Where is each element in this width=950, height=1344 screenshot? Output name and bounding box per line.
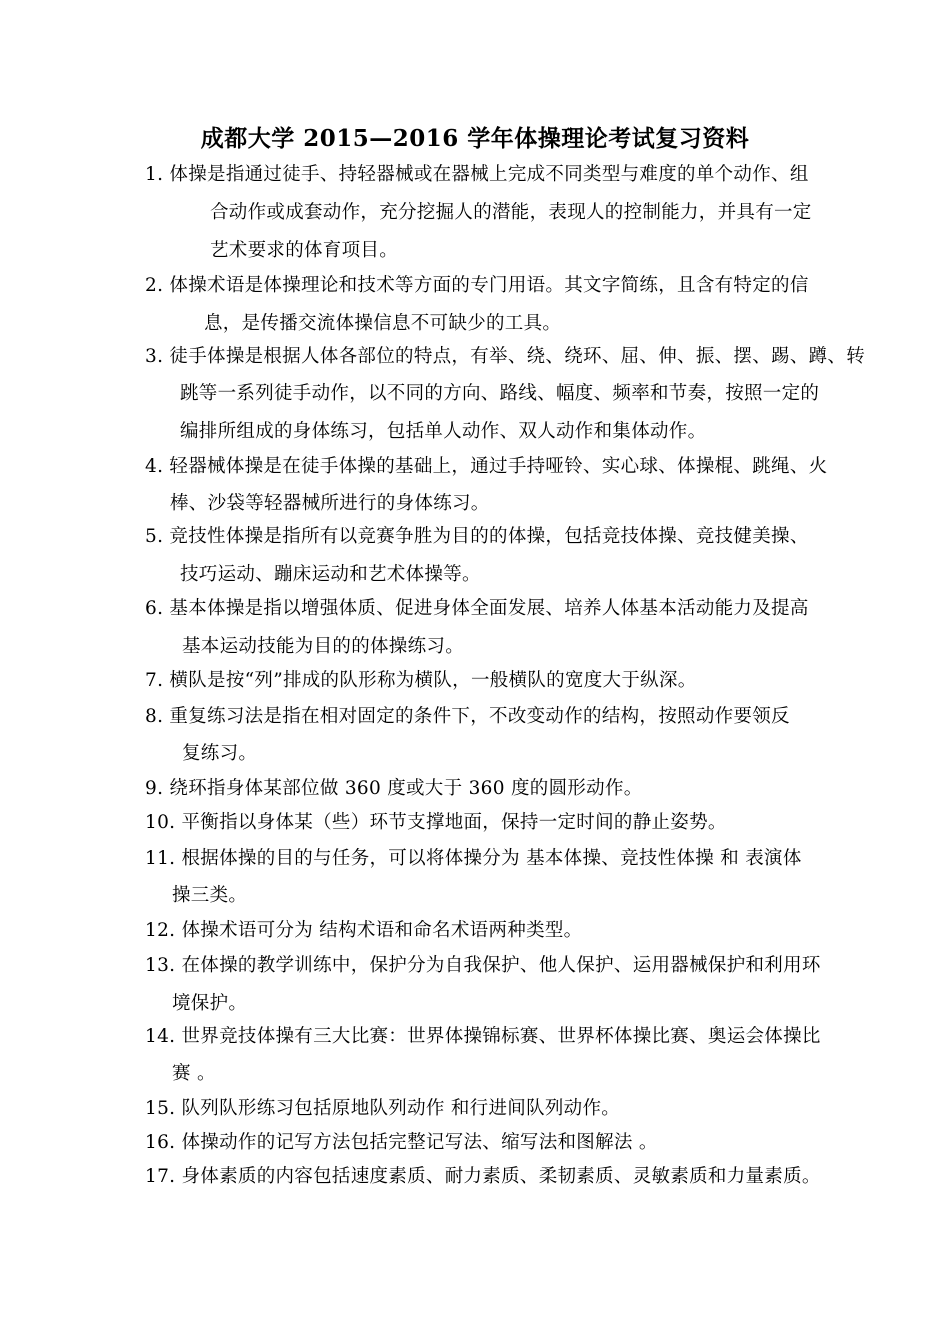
review-item-continuation: 棒、沙袋等轻器械所进行的身体练习。 [170,493,490,514]
review-item-line: 14. 世界竞技体操有三大比赛：世界体操锦标赛、世界杯体操比赛、奥运会体操比 [145,1026,821,1047]
review-item-line: 6. 基本体操是指以增强体质、促进身体全面发展、培养人体基本活动能力及提高 [145,598,809,619]
review-item-line: 13. 在体操的教学训练中，保护分为自我保护、他人保护、运用器械保护和利用环 [145,955,821,976]
review-item-continuation: 跳等一系列徒手动作，以不同的方向、路线、幅度、频率和节奏，按照一定的 [180,383,820,404]
review-item-continuation: 复练习。 [182,743,258,764]
review-item-line: 5. 竞技性体操是指所有以竞赛争胜为目的的体操，包括竞技体操、竞技健美操、 [145,526,809,547]
review-item-line: 1. 体操是指通过徒手、持轻器械或在器械上完成不同类型与难度的单个动作、组 [145,164,809,185]
review-item-continuation: 技巧运动、蹦床运动和艺术体操等。 [180,564,481,585]
review-item-line: 10. 平衡指以身体某（些）环节支撑地面，保持一定时间的静止姿势。 [145,812,727,833]
review-item-line: 12. 体操术语可分为 结构术语和命名术语两种类型。 [145,920,583,941]
review-item-line: 11. 根据体操的目的与任务，可以将体操分为 基本体操、竞技性体操 和 表演体 [145,848,802,869]
review-item-line: 15. 队列队形练习包括原地队列动作 和行进间队列动作。 [145,1098,621,1119]
document-title: 成都大学 2015—2016 学年体操理论考试复习资料 [200,125,750,152]
review-item-line: 7. 横队是按“列”排成的队形称为横队，一般横队的宽度大于纵深。 [145,670,697,691]
review-item-line: 2. 体操术语是体操理论和技术等方面的专门用语。其文字简练，且含有特定的信 [145,275,809,296]
review-item-line: 16. 体操动作的记写方法包括完整记写法、缩写法和图解法 。 [145,1132,658,1153]
review-item-continuation: 艺术要求的体育项目。 [210,240,399,261]
review-item-continuation: 操三类。 [172,885,248,906]
review-item-continuation: 息，是传播交流体操信息不可缺少的工具。 [204,313,562,334]
review-item-continuation: 境保护。 [172,993,248,1014]
review-item-line: 9. 绕环指身体某部位做 360 度或大于 360 度的圆形动作。 [145,778,643,799]
review-item-line: 8. 重复练习法是指在相对固定的条件下，不改变动作的结构，按照动作要领反 [145,706,790,727]
review-item-continuation: 合动作或成套动作，充分挖掘人的潜能，表现人的控制能力，并具有一定 [210,202,812,223]
review-item-continuation: 编排所组成的身体练习，包括单人动作、双人动作和集体动作。 [180,421,707,442]
review-item-continuation: 赛 。 [172,1063,216,1084]
review-item-line: 3. 徒手体操是根据人体各部位的特点，有举、绕、绕环、屈、伸、振、摆、踢、蹲、转 [145,346,866,367]
review-item-continuation: 基本运动技能为目的的体操练习。 [182,636,465,657]
review-item-line: 17. 身体素质的内容包括速度素质、耐力素质、柔韧素质、灵敏素质和力量素质。 [145,1166,821,1187]
review-item-line: 4. 轻器械体操是在徒手体操的基础上，通过手持哑铃、实心球、体操棍、跳绳、火 [145,456,828,477]
